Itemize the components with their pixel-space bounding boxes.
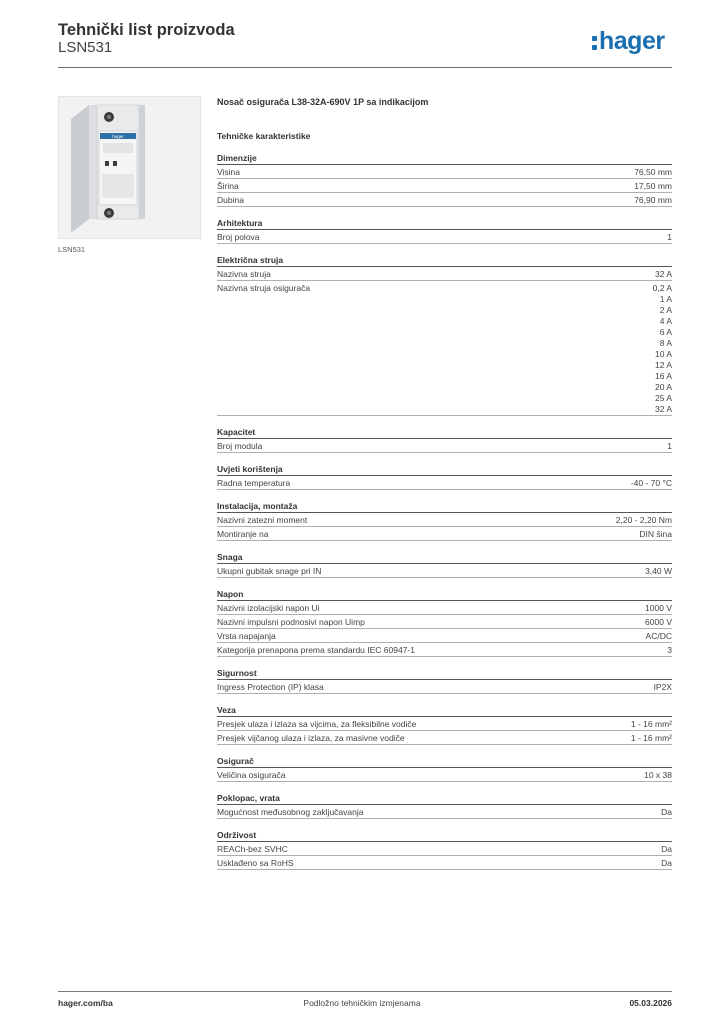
spec-values <box>646 631 672 642</box>
spec-values <box>634 181 672 192</box>
spec-value: 1 - 16 mm² <box>630 719 672 729</box>
spec-row <box>217 842 672 856</box>
spec-row <box>217 513 672 527</box>
spec-group-title: Snaga <box>217 551 672 564</box>
spec-value: 1000 V <box>645 603 672 613</box>
spec-row <box>217 643 672 657</box>
spec-group-title: Instalacija, montaža <box>217 500 672 513</box>
spec-label: REACh-bez SVHC <box>217 844 288 854</box>
spec-group <box>217 667 672 694</box>
section-title: Tehničke karakteristike <box>217 131 311 141</box>
spec-label: Kategorija prenapona prema standardu IEC 60947-1 <box>217 645 415 655</box>
spec-group-title: Napon <box>217 588 672 601</box>
spec-label: Broj modula <box>217 441 263 451</box>
spec-row <box>217 193 672 207</box>
spec-label: Vrsta napajanja <box>217 631 276 641</box>
spec-row <box>217 768 672 782</box>
spec-value: 3 <box>667 645 672 655</box>
spec-value: 16 A <box>654 371 672 381</box>
product-image <box>58 96 201 239</box>
spec-values <box>645 617 672 628</box>
footer-disclaimer: Podložno tehničkim izmjenama <box>303 998 421 1008</box>
spec-row <box>217 629 672 643</box>
spec-group <box>217 500 672 541</box>
footer-divider <box>58 991 672 992</box>
spec-row <box>217 615 672 629</box>
spec-row <box>217 805 672 819</box>
spec-value: 1 - 16 mm² <box>630 733 672 743</box>
footer-website-link[interactable]: hager.com/ba <box>58 998 113 1008</box>
spec-values <box>631 478 672 489</box>
spec-label: Ingress Protection (IP) klasa <box>217 682 324 692</box>
spec-group <box>217 217 672 244</box>
spec-row <box>217 856 672 870</box>
spec-row <box>217 230 672 244</box>
spec-value: 4 A <box>659 316 672 326</box>
spec-values <box>654 682 672 693</box>
spec-row <box>217 179 672 193</box>
spec-group-title: Osigurač <box>217 755 672 768</box>
spec-values <box>631 719 672 730</box>
footer-date: 05.03.2026 <box>629 998 672 1008</box>
spec-values <box>667 232 672 243</box>
spec-row <box>217 439 672 453</box>
spec-row <box>217 281 672 416</box>
spec-values <box>634 167 672 178</box>
spec-label: Ukupni gubitak snage pri IN <box>217 566 322 576</box>
spec-row <box>217 680 672 694</box>
spec-group <box>217 254 672 416</box>
spec-value: AC/DC <box>645 631 672 641</box>
spec-values <box>661 844 672 855</box>
product-code: LSN531 <box>58 39 113 56</box>
spec-value: 8 A <box>659 338 672 348</box>
spec-value: 17,50 mm <box>634 181 672 191</box>
spec-values <box>616 515 672 526</box>
spec-group <box>217 704 672 745</box>
spec-label: Mogućnost međusobnog zaključavanja <box>217 807 364 817</box>
spec-group-title: Uvjeti korištenja <box>217 463 672 476</box>
spec-value: 6 A <box>659 327 672 337</box>
spec-group-title: Arhitektura <box>217 217 672 230</box>
spec-row <box>217 476 672 490</box>
spec-value: 6000 V <box>645 617 672 627</box>
spec-values <box>661 807 672 818</box>
spec-label: Nazivni izolacijski napon Ui <box>217 603 320 613</box>
image-caption: LSN531 <box>58 245 86 254</box>
spec-row <box>217 527 672 541</box>
spec-values <box>667 441 672 452</box>
spec-label: Nazivni zatezni moment <box>217 515 308 525</box>
spec-values <box>631 733 672 744</box>
spec-value: 1 <box>667 232 672 242</box>
spec-values <box>661 858 672 869</box>
label-text: hager <box>112 134 124 139</box>
spec-row <box>217 564 672 578</box>
spec-values <box>653 283 672 415</box>
spec-label: Broj polova <box>217 232 260 242</box>
spec-value: 32 A <box>654 404 672 414</box>
spec-group-title: Električna struja <box>217 254 672 267</box>
spec-label: Radna temperatura <box>217 478 291 488</box>
spec-values <box>645 603 672 614</box>
spec-value: 2,20 - 2,20 Nm <box>615 515 672 525</box>
hager-logo[interactable] <box>592 27 665 55</box>
spec-values <box>639 529 672 540</box>
spec-label: Presjek ulaza i izlaza sa vijcima, za fleksibilne vodiče <box>217 719 417 729</box>
spec-row <box>217 601 672 615</box>
spec-value: 25 A <box>654 393 672 403</box>
spec-value: 76,90 mm <box>634 195 672 205</box>
spec-label: Visina <box>217 167 240 177</box>
logo-dots-icon <box>592 36 597 50</box>
spec-group <box>217 152 672 207</box>
spec-value: 1 <box>667 441 672 451</box>
spec-value: Da <box>661 807 672 817</box>
spec-label: Presjek vijčanog ulaza i izlaza, za masivne vodiče <box>217 733 405 743</box>
spec-values <box>667 645 672 656</box>
spec-label: Nazivni impulsni podnosivi napon Uimp <box>217 617 365 627</box>
spec-value: 10 x 38 <box>644 770 672 780</box>
spec-value: IP2X <box>653 682 672 692</box>
spec-value: -40 - 70 °C <box>630 478 672 488</box>
spec-row <box>217 731 672 745</box>
spec-group <box>217 829 672 870</box>
spec-value: Da <box>661 858 672 868</box>
spec-value: 76,50 mm <box>634 167 672 177</box>
spec-row <box>217 267 672 281</box>
spec-label: Nazivna struja <box>217 269 271 279</box>
spec-label: Širina <box>217 181 239 191</box>
product-name: Nosač osigurača L38-32A-690V 1P sa indikacijom <box>217 97 429 107</box>
document-title: Tehnički list proizvoda <box>58 21 235 39</box>
spec-value: 0,2 A <box>652 283 672 293</box>
spec-values <box>634 195 672 206</box>
spec-value: 20 A <box>654 382 672 392</box>
spec-value: 2 A <box>659 305 672 315</box>
spec-value: 1 A <box>659 294 672 304</box>
spec-label: Montiranje na <box>217 529 269 539</box>
spec-label: Usklađeno sa RoHS <box>217 858 294 868</box>
header-divider <box>58 67 672 68</box>
spec-group <box>217 426 672 453</box>
spec-values <box>644 770 672 781</box>
spec-row <box>217 165 672 179</box>
spec-label: Nazivna struja osigurača <box>217 283 311 293</box>
logo-text: hager <box>599 27 665 55</box>
spec-groups <box>217 152 672 870</box>
spec-value: 10 A <box>654 349 672 359</box>
spec-group-title: Dimenzije <box>217 152 672 165</box>
spec-value: 12 A <box>654 360 672 370</box>
fuse-holder-illustration <box>59 97 201 239</box>
spec-group-title: Veza <box>217 704 672 717</box>
spec-values <box>645 566 672 577</box>
spec-group-title: Poklopac, vrata <box>217 792 672 805</box>
spec-value: 3,40 W <box>645 566 672 576</box>
spec-group-title: Sigurnost <box>217 667 672 680</box>
spec-group <box>217 551 672 578</box>
spec-value: Da <box>661 844 672 854</box>
spec-value: DIN šina <box>639 529 672 539</box>
spec-group-title: Održivost <box>217 829 672 842</box>
spec-content <box>217 96 672 880</box>
spec-group <box>217 588 672 657</box>
spec-group-title: Kapacitet <box>217 426 672 439</box>
spec-group <box>217 792 672 819</box>
spec-row <box>217 717 672 731</box>
spec-label: Dubina <box>217 195 244 205</box>
spec-group <box>217 755 672 782</box>
spec-value: 32 A <box>654 269 672 279</box>
spec-group <box>217 463 672 490</box>
spec-label: Veličina osigurača <box>217 770 286 780</box>
spec-values <box>655 269 672 280</box>
